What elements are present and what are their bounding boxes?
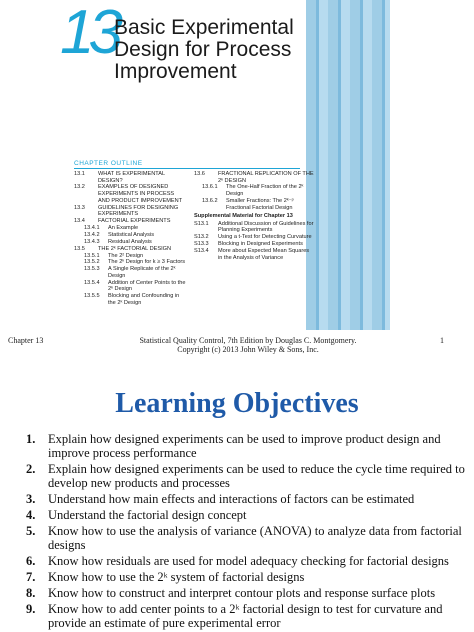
outline-entry-number: 13.5.5 — [84, 293, 100, 300]
outline-right-column — [194, 171, 314, 262]
outline-entry-number: 13.4.1 — [84, 224, 100, 231]
outline-entry-text: Blocking and Confounding in the 2ᵏ Design — [108, 293, 180, 306]
outline-entry-number: S13.2 — [194, 234, 209, 241]
objective-text: Know how residuals are used for model adequacy checking for factorial designs — [48, 554, 449, 568]
outline-entry — [74, 239, 186, 246]
chapter-cover-page — [60, 0, 390, 330]
outline-entry-text: WHAT IS EXPERIMENTAL DESIGN? — [98, 171, 165, 184]
outline-entry-text: GUIDELINES FOR DESIGNING EXPERIMENTS — [98, 204, 179, 218]
outline-entry-text: Smaller Fractions: The 2ᵏ⁻ᵖ Fractional Factorial Design — [226, 197, 294, 211]
outline-entry-number: 13.6.2 — [202, 197, 218, 204]
outline-left-column — [74, 171, 186, 307]
outline-entry — [74, 293, 186, 306]
outline-entry-number: 13.5.2 — [84, 259, 100, 266]
objective-text: Explain how designed experiments can be used to reduce the cycle time required to develop new products and processes — [48, 462, 465, 490]
outline-entry — [194, 248, 314, 261]
outline-entry-number: 13.5 — [74, 245, 85, 252]
objective-number: 2. — [26, 462, 36, 476]
footer-chapter-label: Chapter 13 — [8, 336, 44, 345]
objective-number: 1. — [26, 432, 36, 446]
outline-entry — [194, 184, 314, 197]
chapter-outline-heading: CHAPTER OUTLINE — [74, 160, 143, 167]
footer-copyright — [128, 336, 368, 354]
footer-page-number: 1 — [440, 336, 444, 345]
outline-entry — [194, 171, 314, 184]
outline-entry — [194, 234, 314, 241]
outline-entry — [74, 266, 186, 279]
outline-entry — [74, 246, 186, 253]
objective-item — [26, 508, 466, 522]
objective-text: Know how to add center points to a 2ᵏ factorial design to test for curvature and provide an estimate of pure experimental error — [48, 602, 443, 630]
outline-entry — [74, 218, 186, 225]
objective-text: Understand the factorial design concept — [48, 508, 247, 522]
objective-item — [26, 586, 466, 600]
outline-entry-text: THE 2ᵏ FACTORIAL DESIGN — [98, 245, 172, 252]
learning-objectives-title: Learning Objectives — [115, 388, 359, 419]
chapter-title-line: Basic Experimental — [114, 16, 294, 39]
objective-item — [26, 554, 466, 568]
outline-entry-number: S13.4 — [194, 248, 209, 255]
objective-text: Explain how designed experiments can be used to improve product design and improve process performance — [48, 432, 441, 460]
outline-entry — [74, 184, 186, 204]
objective-item — [26, 492, 466, 506]
objective-number: 9. — [26, 602, 36, 616]
outline-entry-text: EXAMPLES OF DESIGNED EXPERIMENTS IN PROCESS AND PRODUCT IMPROVEMENT — [98, 184, 183, 204]
outline-entry-number: 13.4 — [74, 218, 85, 225]
objective-item — [26, 570, 466, 584]
outline-entry-number: 13.3 — [74, 204, 85, 211]
outline-entry — [194, 221, 314, 234]
objective-number: 5. — [26, 524, 36, 538]
objective-item — [26, 602, 466, 630]
outline-entry-number: 13.5.3 — [84, 266, 100, 273]
outline-entry-text: More about Expected Mean Squares in the Analysis of Variance — [218, 248, 310, 261]
outline-entry-number: 13.6.1 — [202, 184, 218, 191]
objective-item — [26, 462, 466, 490]
objective-number: 8. — [26, 586, 36, 600]
outline-entry-text: The 2² Design — [108, 252, 144, 259]
supplemental-heading: Supplemental Material for Chapter 13 — [194, 213, 293, 220]
outline-entry-text: Using a t-Test for Detecting Curvature — [218, 234, 312, 241]
outline-entry-text: An Example — [108, 224, 139, 231]
outline-entry-number: S13.1 — [194, 220, 209, 227]
outline-entry-text: FACTORIAL EXPERIMENTS — [98, 218, 171, 225]
outline-entry-text: Statistical Analysis — [108, 231, 155, 238]
outline-entry — [194, 241, 314, 248]
chapter-title-line: Improvement — [114, 60, 237, 83]
outline-entry-text: Residual Analysis — [108, 238, 152, 245]
slide-learning-objectives — [0, 370, 474, 632]
outline-entry — [74, 225, 186, 232]
outline-entry-number: 13.4.3 — [84, 238, 100, 245]
outline-entry-text: Additional Discussion of Guidelines for Planning Experiments — [218, 220, 314, 234]
outline-entry — [194, 198, 314, 211]
outline-entry — [74, 259, 186, 266]
objective-text: Know how to construct and interpret contour plots and response surface plots — [48, 586, 436, 600]
outline-divider — [74, 168, 300, 169]
chapter-title — [114, 17, 384, 83]
chapter-title-line: Design for Process — [114, 38, 292, 61]
outline-entry-text: Blocking in Designed Experiments — [218, 241, 303, 248]
outline-entry-number: 13.5.1 — [84, 252, 100, 259]
outline-entry-number: 13.6 — [194, 171, 205, 177]
outline-entry — [74, 280, 186, 293]
objective-item — [26, 432, 466, 460]
objective-number: 4. — [26, 508, 36, 522]
outline-entry-number: 13.5.4 — [84, 279, 100, 286]
objective-item — [26, 524, 466, 552]
outline-entry — [74, 205, 186, 218]
outline-entry-text: The 2ᵏ Design for k ≥ 3 Factors — [108, 259, 186, 266]
outline-entry-text: The One-Half Fraction of the 2ᵏ Design — [226, 184, 304, 198]
objective-number: 6. — [26, 554, 36, 568]
outline-entry — [74, 232, 186, 239]
objective-text: Understand how main effects and interactions of factors can be estimated — [48, 492, 415, 506]
outline-entry-number: S13.3 — [194, 241, 209, 248]
objective-number: 3. — [26, 492, 36, 506]
outline-entry-number: 13.1 — [74, 171, 85, 177]
footer-copyright-line: Statistical Quality Control, 7th Edition by Douglas C. Montgomery. — [139, 336, 357, 345]
objective-text: Know how to use the analysis of variance (ANOVA) to analyze data from factorial designs — [48, 524, 462, 552]
chapter-number: 13 — [60, 0, 117, 67]
outline-entry-text: Addition of Center Points to the 2ᵏ Design — [108, 279, 186, 293]
objectives-list — [26, 432, 466, 632]
outline-entry-number: 13.2 — [74, 184, 85, 191]
outline-entry-text: A Single Replicate of the 2ᵏ Design — [108, 266, 176, 279]
objective-number: 7. — [26, 570, 36, 584]
footer-copyright-line: Copyright (c) 2013 John Wiley & Sons, Inc. — [177, 345, 319, 354]
objective-text: Know how to use the 2ᵏ system of factorial designs — [48, 570, 305, 584]
outline-entry-number: 13.4.2 — [84, 231, 100, 238]
outline-entry-text: FRACTIONAL REPLICATION OF THE 2ᵏ DESIGN — [218, 171, 314, 184]
outline-entry — [74, 171, 186, 184]
